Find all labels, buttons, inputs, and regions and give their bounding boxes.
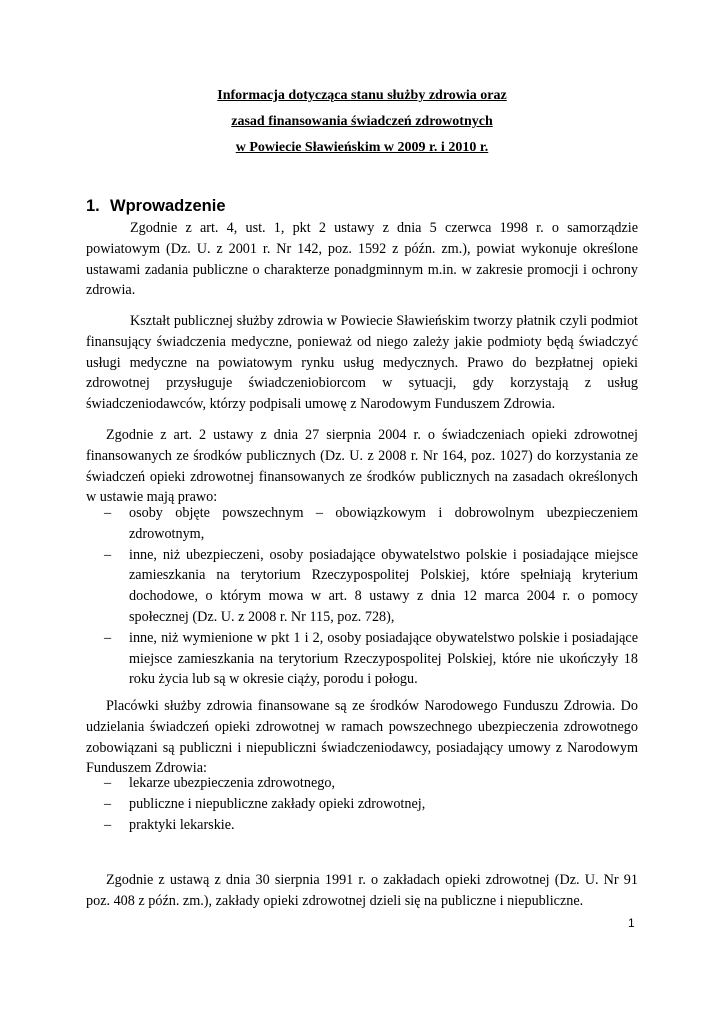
paragraph-3: Zgodnie z art. 2 ustawy z dnia 27 sierpnia 2004 r. o świadczeniach opieki zdrowotnej finansowanych ze środków publicznych (Dz. U. z 2008 r. Nr 164, poz. 1027) do korzystania ze świadczeń opieki zdrowotnej finansowanych ze środków publicznych na zasadach określonych w ustawie mają prawo:	[86, 427, 638, 506]
bullet-dash: –	[104, 816, 112, 833]
eligibility-list	[104, 503, 638, 690]
list-item: – praktyki lekarskie.	[104, 815, 638, 836]
providers-list	[104, 773, 638, 835]
list-item: – lekarze ubezpieczenia zdrowotnego,	[104, 773, 638, 794]
section-title: Wprowadzenie	[110, 197, 226, 215]
title-line-1: Informacja dotycząca stanu służby zdrowia oraz	[217, 88, 507, 103]
bullet-dash: –	[104, 775, 112, 791]
section-heading	[86, 197, 226, 216]
paragraph-1: Zgodnie z art. 4, ust. 1, pkt 2 ustawy z dnia 5 czerwca 1998 r. o samorządzie powiatowym (Dz. U. z 2001 r. Nr 142, poz. 1592 z późn. zm.), powiat wykonuje określone ustawami zadania publiczne o charakterze ponadgminnym m.in. w zakresie promocji i ochrony zdrowia.	[86, 220, 638, 299]
page-number: 1	[628, 916, 635, 930]
paragraph-4: Placówki służby zdrowia finansowane są ze środków Narodowego Funduszu Zdrowia. Do udzielania świadczeń opieki zdrowotnej w ramach powszechnego ubezpieczenia zdrowotnego zobowiązani są publiczni i niepubliczni świadczeniodawcy, posiadający umowy z Narodowym Funduszem Zdrowia:	[86, 698, 638, 777]
bullet-dash: –	[104, 546, 112, 563]
bullet-dash: –	[104, 505, 112, 521]
list-item: – osoby objęte powszechnym – obowiązkowym i dobrowolnym ubezpieczeniem zdrowotnym,	[104, 505, 638, 542]
section-number: 1.	[86, 197, 100, 215]
list-item: – inne, niż ubezpieczeni, osoby posiadające obywatelstwo polskie i posiadające miejsce zamieszkania na terytorium Rzeczypospolitej Polskiej, które spełniają kryterium dochodowe, o którym mowa w art. 8 ustawy z dnia 12 marca 2004 r. o pomocy społecznej (Dz. U. z 2008 r. Nr 115, poz. 728),	[104, 546, 638, 625]
paragraph-2: Kształt publicznej służby zdrowia w Powiecie Sławieńskim tworzy płatnik czyli podmiot finansujący świadczenia medyczne, ponieważ od niego zależy jakie podmioty będą świadczyć usługi medyczne na powiatowym rynku usług medycznych. Prawo do bezpłatnej opieki zdrowotnej przysługuje świadczeniobiorcom w sytuacji, gdy korzystają z usług świadczeniodawców, którzy podpisali umowę z Narodowym Funduszem Zdrowia.	[86, 313, 638, 413]
title-line-2: zasad finansowania świadczeń zdrowotnych	[231, 114, 493, 129]
bullet-dash: –	[104, 795, 112, 812]
paragraph-5: Zgodnie z ustawą z dnia 30 sierpnia 1991 r. o zakładach opieki zdrowotnej (Dz. U. Nr 91 poz. 408 z późn. zm.), zakłady opieki zdrowotnej dzieli się na publiczne i niepubliczne.	[86, 872, 638, 909]
list-item: – publiczne i niepubliczne zakłady opieki zdrowotnej,	[104, 794, 638, 815]
title-line-3: w Powiecie Sławieńskim w 2009 r. i 2010 r.	[235, 140, 489, 155]
bullet-dash: –	[104, 629, 112, 646]
list-item: – inne, niż wymienione w pkt 1 i 2, osoby posiadające obywatelstwo polskie i posiadające miejsce zamieszkania na terytorium Rzeczypospolitej Polskiej, które nie ukończyły 18 roku życia lub są w okresie ciąży, porodu i połogu.	[104, 629, 638, 688]
